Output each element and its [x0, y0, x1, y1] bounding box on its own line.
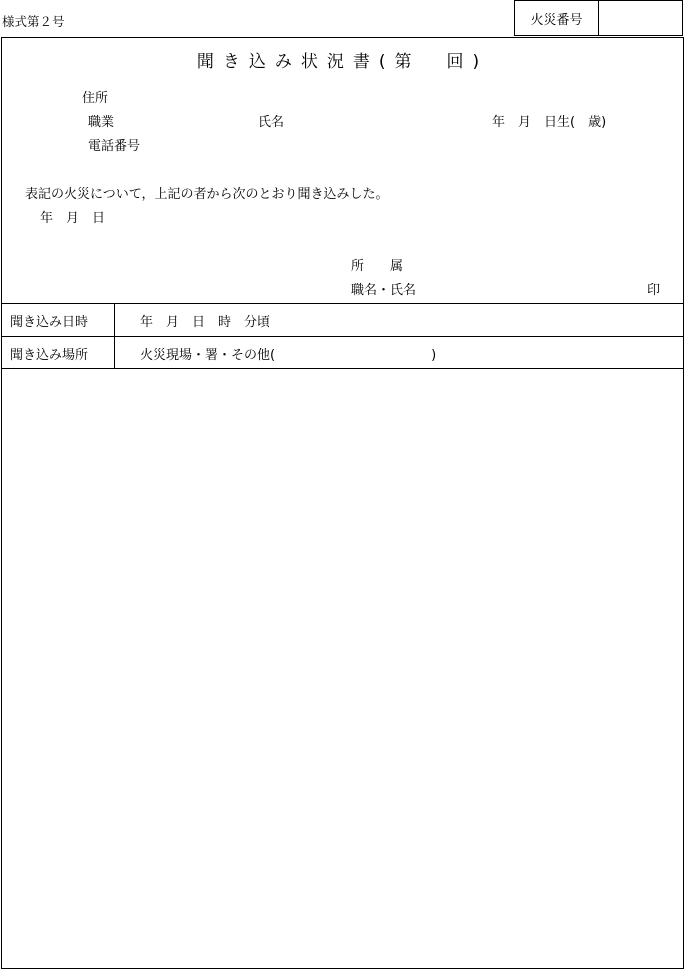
birth-date-text: 年 月 日生( 歳) [492, 115, 607, 130]
interview-datetime-label: 聞き込み日時 [1, 304, 115, 336]
name-label: 氏名 [258, 115, 285, 130]
affiliation-label: 所 属 [351, 259, 404, 274]
interview-content-area[interactable] [10, 380, 675, 960]
interview-place-field[interactable]: 火災現場・署・その他( ) [140, 347, 437, 363]
interview-datetime-field[interactable]: 年 月 日 時 分頃 [140, 314, 271, 330]
interview-place-label: 聞き込み場所 [1, 337, 115, 369]
address-label: 住所 [82, 91, 109, 106]
table-row [1, 336, 684, 369]
table-bottom-divider [1, 368, 684, 369]
page-title: 聞き込み状況書(第 回) [196, 52, 489, 72]
occupation-label: 職業 [88, 115, 115, 130]
seal-mark: 印 [647, 283, 661, 298]
statement-text: 表記の火災について，上記の者から次のとおり聞き込みした。 [25, 187, 389, 202]
title-name-label: 職名・氏名 [351, 283, 417, 298]
fire-number-label: 火災番号 [515, 1, 599, 35]
statement-date: 年 月 日 [40, 211, 106, 226]
fire-number-box [514, 0, 683, 36]
form-number: 様式第２号 [2, 14, 65, 29]
phone-label: 電話番号 [88, 139, 141, 154]
fire-number-field[interactable] [599, 1, 682, 35]
table-row [1, 303, 684, 336]
